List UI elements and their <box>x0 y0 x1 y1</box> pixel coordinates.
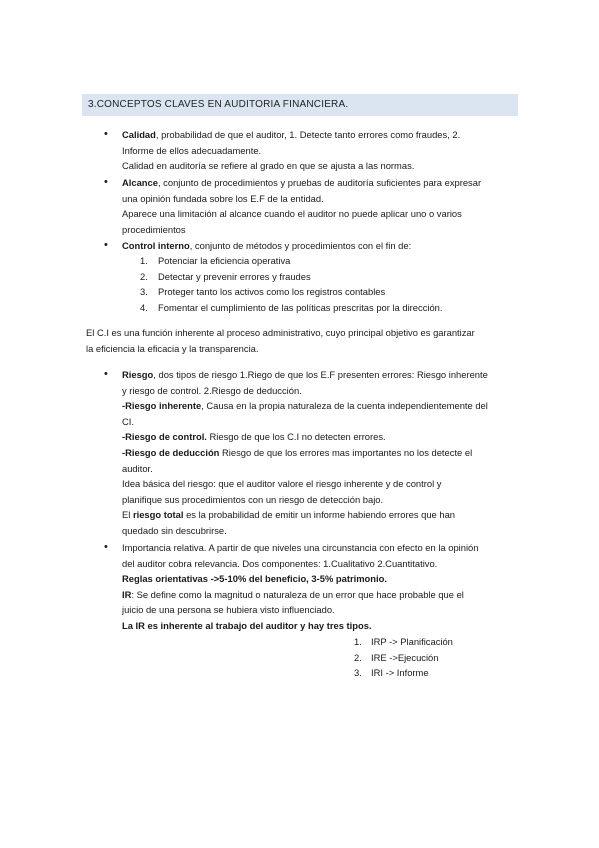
riesgo-line-1: Riesgo, dos tipos de riesgo 1.Riego de que los E.F presenten errores: Riesgo inherente <box>122 369 488 380</box>
bullet-control-interno <box>104 238 522 254</box>
bullet-icon: • <box>104 368 108 380</box>
bullet-importancia <box>104 540 522 634</box>
reglas-line: Reglas orientativas ->5-10% del beneficio, 3-5% patrimonio. <box>122 573 387 585</box>
calidad-line-1: Calidad, probabilidad de que el auditor, 1. Detecte tanto errores como fraudes, 2. <box>122 129 461 140</box>
ir-line-2: juicio de una persona se hubiera visto influenciado. <box>122 604 335 616</box>
ir-line-1: IR: Se define como la magnitud o naturaleza de un error que hace probable que el <box>122 588 464 600</box>
riesgo-control-line: -Riesgo de control. Riesgo de que los C.I no detecten errores. <box>122 431 386 443</box>
bullet-calidad <box>104 127 522 174</box>
riesgo-total-line-2: quedado sin descubrirse. <box>122 524 227 536</box>
control-list <box>140 253 500 315</box>
section-heading: 3.CONCEPTOS CLAVES EN AUDITORIA FINANCIERA. <box>82 94 518 116</box>
list-item: 3. Proteger tanto los activos como los registros contables <box>140 286 386 298</box>
calidad-line-2: Informe de ellos adecuadamente. <box>122 144 262 156</box>
list-item: 3. IRI -> Informe <box>354 667 429 679</box>
riesgo-inherente-line-2: CI. <box>122 415 134 427</box>
alcance-line-3: Aparece una limitación al alcance cuando el auditor no puede aplicar uno o varios <box>122 208 462 220</box>
riesgo-inherente-line-1: -Riesgo inherente, Causa en la propia naturaleza de la cuenta independientemente del <box>122 400 488 412</box>
riesgo-deduccion-line-2: auditor. <box>122 462 153 474</box>
riesgo-deduccion-line-1: -Riesgo de deducción Riesgo de que los errores mas importantes no los detecte el <box>122 446 473 458</box>
list-item: 2. IRE ->Ejecución <box>354 651 439 663</box>
bullet-icon: • <box>104 176 108 188</box>
list-item: 4. Fomentar el cumplimiento de las políticas prescritas por la dirección. <box>140 301 443 313</box>
bullet-riesgo <box>104 367 522 539</box>
riesgo-total-line-1: El riesgo total es la probabilidad de emitir un informe habiendo errores que han <box>122 509 456 521</box>
alcance-line-2: una opinión fundada sobre los E.F de la entidad. <box>122 192 324 204</box>
idea-line-1: Idea básica del riesgo: que el auditor valore el riesgo inherente y de control y <box>122 478 442 490</box>
idea-line-2: planifique sus procedimientos con un riesgo de detección bajo. <box>122 493 384 505</box>
bullet-icon: • <box>104 541 108 553</box>
alcance-line-1: Alcance, conjunto de procedimientos y pruebas de auditoría suficientes para expresar <box>122 177 482 188</box>
calidad-line-3: Calidad en auditoría se refiere al grado en que se ajusta a las normas. <box>122 160 415 172</box>
importancia-line-2: del auditor cobra relevancia. Dos componentes: 1.Cualitativo 2.Cuantitativo. <box>122 557 438 569</box>
list-item: 1. IRP -> Planificación <box>354 636 453 647</box>
riesgo-line-2: y riesgo de control. 2.Riesgo de deducción. <box>122 384 302 396</box>
bullet-alcance <box>104 175 522 237</box>
alcance-line-4: procedimientos <box>122 223 186 235</box>
control-line-1: Control interno, conjunto de métodos y procedimientos con el fin de: <box>122 240 412 251</box>
importancia-line-1: Importancia relativa. A partir de que niveles una circunstancia con efecto en la opinión <box>122 542 479 553</box>
ci-paragraph: El C.I es una función inherente al proceso administrativo, cuyo principal objetivo es garantizar la eficiencia la eficacia y la transparencia. <box>86 327 475 354</box>
bullet-icon: • <box>104 128 108 140</box>
list-item: 1. Potenciar la eficiencia operativa <box>140 255 291 266</box>
ir-types-list <box>354 634 534 681</box>
ir-inherente-line: La IR es inherente al trabajo del auditor y hay tres tipos. <box>122 619 372 631</box>
list-item: 2. Detectar y prevenir errores y fraudes <box>140 270 311 282</box>
bullet-icon: • <box>104 239 108 251</box>
